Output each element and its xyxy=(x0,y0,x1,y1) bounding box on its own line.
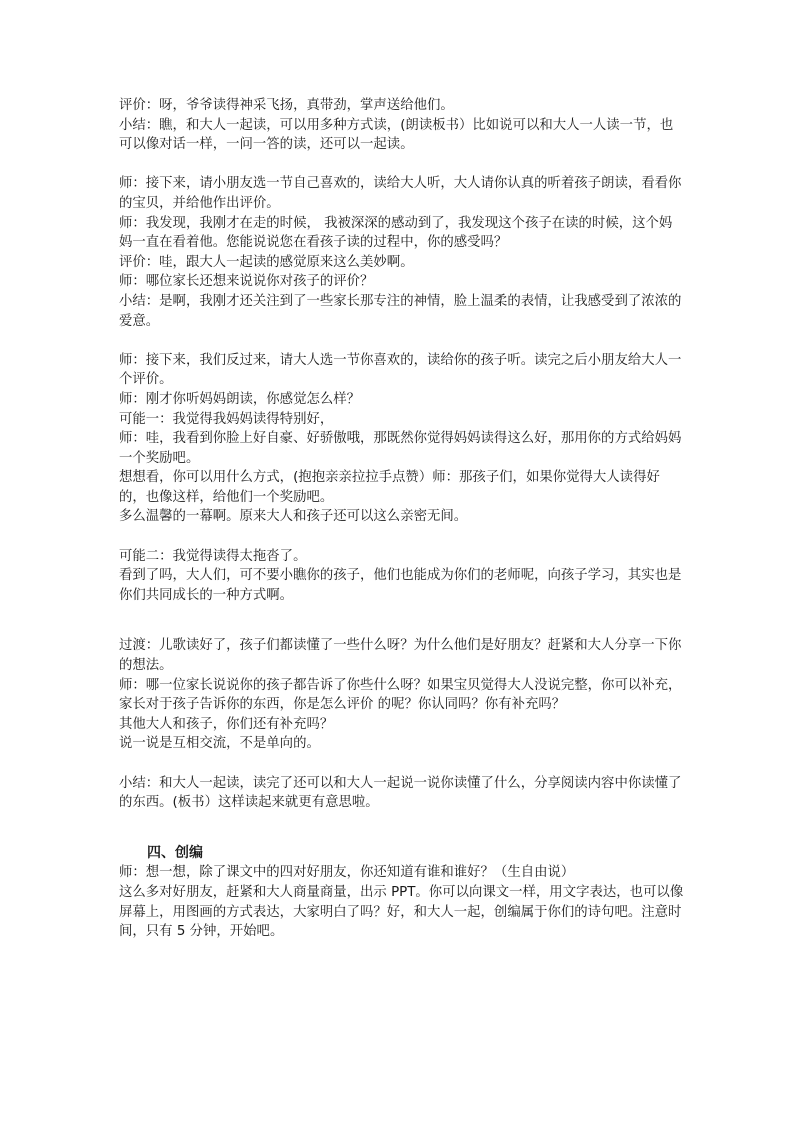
paragraph-possibility-one: 可能一：我觉得我妈妈读得特别好， xyxy=(119,411,334,427)
spacer xyxy=(119,527,684,547)
paragraph-evaluation-grandpa: 评价：呀，爷爷读得神采飞扬，真带劲，掌声送给他们。 xyxy=(119,98,454,113)
spacer xyxy=(119,813,684,844)
paragraph-others-add: 其他大人和孩子，你们还有补充吗？ xyxy=(119,716,334,732)
paragraph-adult-reads-to-child: 师：接下来，我们反过来，请大人选一节你喜欢的，读给你的孩子听。读完之后小朋友给大人一个评价。 xyxy=(119,352,682,388)
document-body xyxy=(119,96,684,942)
paragraph-reward-ways: 想想看，你可以用什么方式，(抱抱亲亲拉拉手点赞）师：那孩子们，如果你觉得大人读得好的，也像这样，给他们一个奖励吧。 xyxy=(119,470,660,505)
paragraph-teacher-observation: 师：我发现，我刚才在走的时候， 我被深深的感动到了，我发现这个孩子在读的时候，这个妈妈一直在看着他。您能说说您在看孩子读的过程中，你的感受吗？ xyxy=(119,215,673,251)
paragraph-learn-from-children: 看到了吗，大人们，可不要小瞧你的孩子，他们也能成为你们的老师呢，向孩子学习，其实也是你们共同成长的一种方式啊。 xyxy=(119,568,682,603)
paragraph-parent-share: 师：哪一位家长说说你的孩子都告诉了你些什么呀？如果宝贝觉得大人没说完整，你可以补充，家长对于孩子告诉你的东西，你是怎么评价 的呢？你认同吗？你有补充吗？ xyxy=(119,677,682,713)
paragraph-create-poem: 这么多对好朋友，赶紧和大人商量商量，出示 PPT。你可以向课文一样，用文字表达，也可以像屏幕上，用图画的方式表达，大家明白了吗？好，和大人一起，创编属于你们的诗句吧。注意时间，只有 5 分钟，开始吧。 xyxy=(119,884,684,940)
paragraph-summary-love: 小结：是啊，我刚才还关注到了一些家长那专注的神情，脸上温柔的表情，让我感受到了浓浓的爱意。 xyxy=(119,293,682,329)
paragraph-how-did-it-feel: 师：刚才你听妈妈朗读，你感觉怎么样？ xyxy=(119,391,361,407)
paragraph-possibility-two: 可能二：我觉得读得太拖沓了。 xyxy=(119,548,307,564)
paragraph-warm-moment: 多么温馨的一幕啊。原来大人和孩子还可以这么亲密无间。 xyxy=(119,509,468,525)
paragraph-reward-mom: 师：哇，我看到你脸上好自豪、好骄傲哦，那既然你觉得妈妈读得这么好，那用你的方式给妈妈一个奖励吧。 xyxy=(119,431,682,466)
spacer xyxy=(119,155,684,175)
paragraph-summary-share: 小结：和大人一起读，读完了还可以和大人一起说一说你读懂了什么，分享阅读内容中你读懂了的东西。(板书）这样读起来就更有意思啦。 xyxy=(119,775,682,811)
paragraph-summary-reading-ways: 小结：瞧，和大人一起读，可以用多种方式读，(朗读板书）比如说可以和大人一人读一节，也可以像对话一样，一问一答的读，还可以一起读。 xyxy=(119,117,674,153)
paragraph-evaluation-wonderful: 评价：哇，跟大人一起读的感觉原来这么美妙啊。 xyxy=(119,254,414,270)
paragraph-mutual-exchange: 说一说是互相交流，不是单向的。 xyxy=(119,736,320,752)
spacer xyxy=(119,331,684,351)
section-heading: 四、创编 xyxy=(147,844,203,861)
paragraph-transition: 过渡：儿歌读好了，孩子们都读懂了一些什么呀？为什么他们是好朋友？赶紧和大人分享一下你的想法。 xyxy=(119,638,682,674)
spacer xyxy=(119,605,684,636)
paragraph-parent-evaluation-prompt: 师：哪位家长还想来说说你对孩子的评价？ xyxy=(119,274,374,290)
paragraph-think-friends: 师：想一想，除了课文中的四对好朋友，你还知道有谁和谁好？（生自由说） xyxy=(119,865,575,881)
spacer xyxy=(119,754,684,774)
paragraph-child-reads-to-adult: 师：接下来，请小朋友选一节自己喜欢的，读给大人听，大人请你认真的听着孩子朗读，看看你的宝贝，并给他作出评价。 xyxy=(119,176,682,211)
